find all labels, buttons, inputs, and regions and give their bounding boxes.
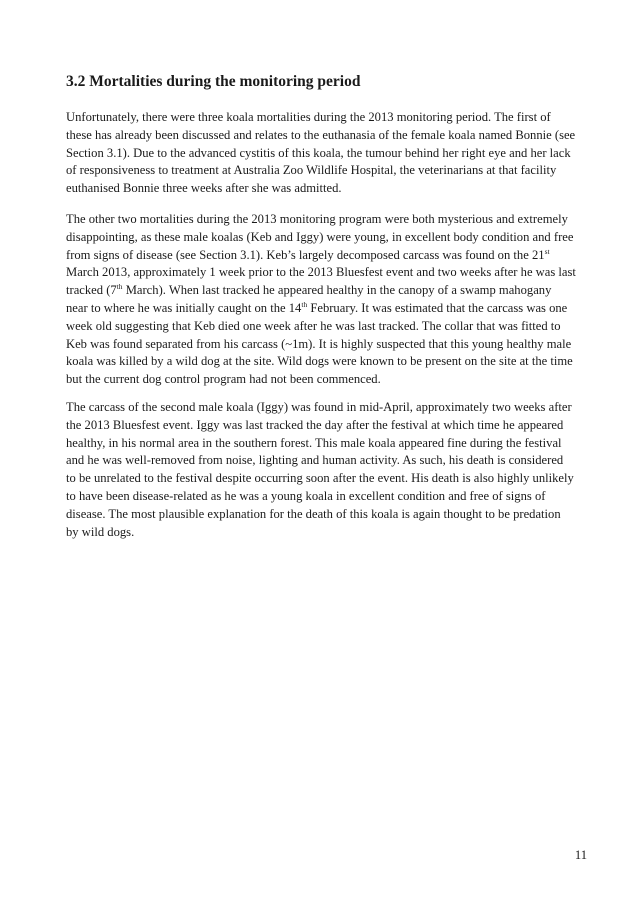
paragraph-line: Section 3.1). Due to the advanced cystitis of this koala, the tumour behind her right eye and her lack (66, 145, 571, 160)
paragraph-line: week old suggesting that Keb died one week after he was last tracked. The collar that was fitted to (66, 318, 561, 333)
page-number: 11 (574, 848, 587, 862)
line-text: March). When last tracked he appeared healthy in the canopy of a swamp mahogany (122, 283, 552, 298)
paragraph-line: The carcass of the second male koala (Iggy) was found in mid-April, approximately two weeks after (66, 400, 572, 414)
superscript-ordinal: th (116, 282, 123, 292)
paragraph-line: but the current dog control program had not been commenced. (66, 372, 381, 387)
paragraph-line: to have been disease-related as he was a young koala in excellent condition and free of signs of (66, 488, 546, 503)
paragraph-line: of responsiveness to treatment at Australia Zoo Wildlife Hospital, the veterinarians at that facility (66, 163, 557, 178)
paragraph-line: by wild dogs. (66, 524, 135, 539)
paragraph-iggy (66, 399, 578, 541)
line-text: from signs of disease (see Section 3.1). Keb’s largely decomposed carcass was found on the 21 (66, 247, 545, 262)
paragraph-line: Unfortunately, there were three koala mortalities during the 2013 monitoring period. The first of (66, 110, 551, 124)
line-text: February. It was estimated that the carcass was one (307, 300, 568, 315)
paragraph-line: healthy, in his normal area in the southern forest. This male koala appeared fine during the festival (66, 435, 562, 450)
paragraph-line: The other two mortalities during the 2013 monitoring program were both mysterious and extremely (66, 212, 568, 226)
paragraph-line: Keb was found separated from his carcass (~1m). It is highly suspected that this young healthy male (66, 336, 572, 351)
superscript-ordinal: st (544, 246, 550, 256)
line-text: tracked (7 (66, 283, 117, 298)
line-text: near to where he was initially caught on the 14 (66, 300, 302, 315)
paragraph-line: euthanised Bonnie three weeks after she was admitted. (66, 181, 342, 196)
paragraph-line (66, 282, 578, 300)
paragraph-keb (66, 211, 578, 389)
section-heading: 3.2 Mortalities during the monitoring period (66, 73, 361, 90)
paragraph-line: koala was killed by a wild dog at the site. Wild dogs were known to be present on the site at the time (66, 354, 573, 369)
paragraph-line: and he was well-removed from noise, lighting and human activity. As such, his death is considered (66, 453, 564, 468)
paragraph-line: the 2013 Bluesfest event. Iggy was last tracked the day after the festival at which time he appeared (66, 417, 564, 432)
paragraph-line: March 2013, approximately 1 week prior to the 2013 Bluesfest event and two weeks after he was last (66, 265, 576, 280)
paragraph-line: to be unrelated to the festival despite occurring soon after the event. His death is also highly unlikely (66, 471, 574, 486)
paragraph-bonnie (66, 109, 578, 198)
superscript-ordinal: th (301, 299, 308, 309)
paragraph-line: these has already been discussed and relates to the euthanasia of the female koala named Bonnie (see (66, 127, 576, 142)
paragraph-line (66, 300, 578, 318)
paragraph-line (66, 247, 578, 265)
paragraph-line: disease. The most plausible explanation for the death of this koala is again thought to be predation (66, 506, 561, 521)
paragraph-line: disappointing, as these male koalas (Keb and Iggy) were young, in excellent body condition and free (66, 229, 574, 244)
